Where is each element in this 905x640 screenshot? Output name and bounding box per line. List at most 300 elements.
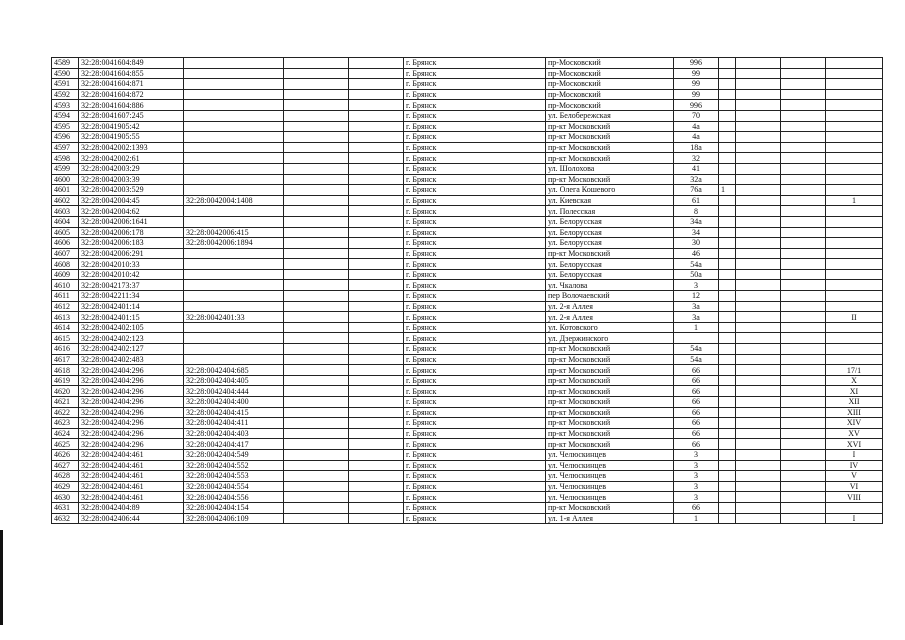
premises-number-cell [826, 259, 883, 270]
premises-number-cell [826, 142, 883, 153]
cadastral-number-cell: 32:28:0042003:529 [79, 185, 184, 196]
linked-cadastral-number-cell [184, 68, 284, 79]
extra-cell [719, 397, 736, 408]
linked-cadastral-number-cell [184, 185, 284, 196]
premises-number-cell: 17/1 [826, 365, 883, 376]
city-cell: г. Брянск [404, 407, 546, 418]
empty-cell [349, 58, 404, 69]
empty-cell [736, 513, 781, 524]
linked-cadastral-number-cell [184, 89, 284, 100]
linked-cadastral-number-cell [184, 174, 284, 185]
street-cell: ул. 1-я Аллея [546, 513, 674, 524]
table-row [52, 269, 883, 280]
cadastral-number-cell: 32:28:0042402:123 [79, 333, 184, 344]
row-number-cell: 4615 [52, 333, 79, 344]
cadastral-number-cell: 32:28:0041604:855 [79, 68, 184, 79]
city-cell: г. Брянск [404, 492, 546, 503]
empty-cell [284, 132, 349, 143]
street-cell: ул. 2-я Аллея [546, 312, 674, 323]
row-number-cell: 4625 [52, 439, 79, 450]
table-row [52, 100, 883, 111]
table-row [52, 312, 883, 323]
empty-cell [781, 439, 826, 450]
extra-cell [719, 301, 736, 312]
extra-cell [719, 100, 736, 111]
city-cell: г. Брянск [404, 502, 546, 513]
row-number-cell: 4599 [52, 163, 79, 174]
empty-cell [781, 153, 826, 164]
empty-cell [284, 58, 349, 69]
linked-cadastral-number-cell: 32:28:0042004:1408 [184, 195, 284, 206]
premises-number-cell [826, 322, 883, 333]
cadastral-number-cell: 32:28:0042003:39 [79, 174, 184, 185]
linked-cadastral-number-cell: 32:28:0042404:400 [184, 397, 284, 408]
row-number-cell: 4608 [52, 259, 79, 270]
empty-cell [781, 163, 826, 174]
linked-cadastral-number-cell: 32:28:0042404:444 [184, 386, 284, 397]
empty-cell [284, 100, 349, 111]
table-row [52, 365, 883, 376]
extra-cell [719, 428, 736, 439]
empty-cell [284, 259, 349, 270]
empty-cell [781, 110, 826, 121]
row-number-cell: 4601 [52, 185, 79, 196]
premises-number-cell [826, 238, 883, 249]
cadastral-number-cell: 32:28:0042404:296 [79, 439, 184, 450]
premises-number-cell: I [826, 513, 883, 524]
empty-cell [284, 206, 349, 217]
linked-cadastral-number-cell [184, 344, 284, 355]
street-cell: пр-кт Московский [546, 418, 674, 429]
table-row [52, 354, 883, 365]
linked-cadastral-number-cell [184, 163, 284, 174]
premises-number-cell [826, 174, 883, 185]
city-cell: г. Брянск [404, 269, 546, 280]
empty-cell [349, 269, 404, 280]
row-number-cell: 4616 [52, 344, 79, 355]
row-number-cell: 4630 [52, 492, 79, 503]
house-number-cell: 4а [674, 132, 719, 143]
linked-cadastral-number-cell [184, 269, 284, 280]
empty-cell [349, 460, 404, 471]
linked-cadastral-number-cell [184, 322, 284, 333]
empty-cell [736, 322, 781, 333]
empty-cell [349, 142, 404, 153]
cadastral-number-cell: 32:28:0042173:37 [79, 280, 184, 291]
cadastral-number-cell: 32:28:0042004:45 [79, 195, 184, 206]
table-row [52, 238, 883, 249]
premises-number-cell [826, 216, 883, 227]
street-cell: ул. Олега Кошевого [546, 185, 674, 196]
row-number-cell: 4629 [52, 481, 79, 492]
premises-number-cell: XI [826, 386, 883, 397]
street-cell: ул. Челюскинцев [546, 492, 674, 503]
empty-cell [781, 428, 826, 439]
premises-number-cell [826, 344, 883, 355]
street-cell: пр-Московский [546, 58, 674, 69]
empty-cell [781, 354, 826, 365]
cadastral-number-cell: 32:28:0042402:483 [79, 354, 184, 365]
house-number-cell: 996 [674, 100, 719, 111]
extra-cell [719, 312, 736, 323]
empty-cell [781, 248, 826, 259]
street-cell: ул. Челюскинцев [546, 481, 674, 492]
empty-cell [736, 492, 781, 503]
empty-cell [736, 185, 781, 196]
house-number-cell: 3а [674, 312, 719, 323]
empty-cell [781, 58, 826, 69]
premises-number-cell: IV [826, 460, 883, 471]
premises-number-cell [826, 280, 883, 291]
empty-cell [736, 259, 781, 270]
row-number-cell: 4621 [52, 397, 79, 408]
premises-number-cell [826, 227, 883, 238]
empty-cell [349, 68, 404, 79]
linked-cadastral-number-cell: 32:28:0042404:549 [184, 449, 284, 460]
extra-cell [719, 481, 736, 492]
extra-cell [719, 280, 736, 291]
premises-number-cell [826, 502, 883, 513]
house-number-cell: 66 [674, 397, 719, 408]
empty-cell [781, 449, 826, 460]
extra-cell [719, 68, 736, 79]
linked-cadastral-number-cell [184, 58, 284, 69]
empty-cell [736, 100, 781, 111]
street-cell: ул. Белобережская [546, 110, 674, 121]
table-row [52, 79, 883, 90]
empty-cell [284, 439, 349, 450]
empty-cell [736, 471, 781, 482]
empty-cell [736, 89, 781, 100]
empty-cell [781, 68, 826, 79]
house-number-cell: 66 [674, 418, 719, 429]
premises-number-cell [826, 248, 883, 259]
city-cell: г. Брянск [404, 418, 546, 429]
empty-cell [284, 227, 349, 238]
city-cell: г. Брянск [404, 89, 546, 100]
street-cell: пр-кт Московский [546, 397, 674, 408]
cadastral-number-cell: 32:28:0042404:461 [79, 481, 184, 492]
empty-cell [349, 492, 404, 503]
empty-cell [284, 110, 349, 121]
house-number-cell: 54а [674, 259, 719, 270]
table-row [52, 58, 883, 69]
premises-number-cell: VI [826, 481, 883, 492]
empty-cell [284, 153, 349, 164]
empty-cell [736, 365, 781, 376]
empty-cell [349, 312, 404, 323]
row-number-cell: 4605 [52, 227, 79, 238]
registry-table-body [52, 58, 883, 524]
cadastral-number-cell: 32:28:0042002:61 [79, 153, 184, 164]
house-number-cell: 1 [674, 322, 719, 333]
empty-cell [349, 365, 404, 376]
linked-cadastral-number-cell [184, 259, 284, 270]
house-number-cell: 66 [674, 407, 719, 418]
empty-cell [284, 238, 349, 249]
cadastral-number-cell: 32:28:0042010:33 [79, 259, 184, 270]
table-row [52, 132, 883, 143]
empty-cell [781, 259, 826, 270]
linked-cadastral-number-cell [184, 100, 284, 111]
house-number-cell: 34 [674, 227, 719, 238]
empty-cell [284, 397, 349, 408]
empty-cell [781, 502, 826, 513]
extra-cell [719, 407, 736, 418]
cadastral-number-cell: 32:28:0042401:15 [79, 312, 184, 323]
linked-cadastral-number-cell [184, 121, 284, 132]
extra-cell [719, 513, 736, 524]
empty-cell [284, 407, 349, 418]
house-number-cell: 99 [674, 89, 719, 100]
empty-cell [781, 344, 826, 355]
empty-cell [736, 153, 781, 164]
empty-cell [349, 79, 404, 90]
registry-table [51, 57, 883, 524]
empty-cell [781, 418, 826, 429]
empty-cell [736, 418, 781, 429]
street-cell: пр-кт Московский [546, 365, 674, 376]
extra-cell [719, 153, 736, 164]
house-number-cell: 76а [674, 185, 719, 196]
empty-cell [284, 513, 349, 524]
linked-cadastral-number-cell [184, 248, 284, 259]
empty-cell [349, 449, 404, 460]
city-cell: г. Брянск [404, 449, 546, 460]
street-cell: ул. Котовского [546, 322, 674, 333]
empty-cell [284, 354, 349, 365]
city-cell: г. Брянск [404, 365, 546, 376]
street-cell: пр-кт Московский [546, 344, 674, 355]
cadastral-number-cell: 32:28:0042404:461 [79, 471, 184, 482]
cadastral-number-cell: 32:28:0041604:871 [79, 79, 184, 90]
empty-cell [736, 407, 781, 418]
row-number-cell: 4591 [52, 79, 79, 90]
table-row [52, 195, 883, 206]
empty-cell [284, 386, 349, 397]
linked-cadastral-number-cell [184, 280, 284, 291]
premises-number-cell [826, 301, 883, 312]
empty-cell [349, 301, 404, 312]
linked-cadastral-number-cell: 32:28:0042404:556 [184, 492, 284, 503]
linked-cadastral-number-cell: 32:28:0042404:403 [184, 428, 284, 439]
premises-number-cell: X [826, 375, 883, 386]
row-number-cell: 4623 [52, 418, 79, 429]
city-cell: г. Брянск [404, 238, 546, 249]
table-row [52, 216, 883, 227]
extra-cell [719, 163, 736, 174]
empty-cell [284, 291, 349, 302]
premises-number-cell: II [826, 312, 883, 323]
cadastral-number-cell: 32:28:0042211:34 [79, 291, 184, 302]
premises-number-cell: XV [826, 428, 883, 439]
city-cell: г. Брянск [404, 428, 546, 439]
empty-cell [736, 312, 781, 323]
table-row [52, 163, 883, 174]
street-cell: ул. 2-я Аллея [546, 301, 674, 312]
city-cell: г. Брянск [404, 206, 546, 217]
street-cell: ул. Шолохова [546, 163, 674, 174]
table-row [52, 513, 883, 524]
row-number-cell: 4614 [52, 322, 79, 333]
cadastral-number-cell: 32:28:0042006:1641 [79, 216, 184, 227]
city-cell: г. Брянск [404, 439, 546, 450]
empty-cell [736, 68, 781, 79]
premises-number-cell: XIV [826, 418, 883, 429]
table-row [52, 386, 883, 397]
empty-cell [736, 79, 781, 90]
empty-cell [736, 227, 781, 238]
extra-cell [719, 344, 736, 355]
premises-number-cell [826, 206, 883, 217]
city-cell: г. Брянск [404, 110, 546, 121]
city-cell: г. Брянск [404, 460, 546, 471]
premises-number-cell: V [826, 471, 883, 482]
empty-cell [781, 312, 826, 323]
linked-cadastral-number-cell: 32:28:0042404:411 [184, 418, 284, 429]
linked-cadastral-number-cell: 32:28:0042404:552 [184, 460, 284, 471]
city-cell: г. Брянск [404, 195, 546, 206]
empty-cell [349, 397, 404, 408]
city-cell: г. Брянск [404, 375, 546, 386]
empty-cell [736, 397, 781, 408]
empty-cell [781, 481, 826, 492]
house-number-cell: 30 [674, 238, 719, 249]
cadastral-number-cell: 32:28:0041604:849 [79, 58, 184, 69]
table-row [52, 449, 883, 460]
empty-cell [781, 333, 826, 344]
table-row [52, 333, 883, 344]
empty-cell [284, 142, 349, 153]
street-cell: ул. Челюскинцев [546, 471, 674, 482]
premises-number-cell [826, 153, 883, 164]
empty-cell [349, 227, 404, 238]
empty-cell [781, 174, 826, 185]
cadastral-number-cell: 32:28:0042404:296 [79, 418, 184, 429]
empty-cell [284, 481, 349, 492]
table-row [52, 397, 883, 408]
empty-cell [349, 163, 404, 174]
table-row [52, 492, 883, 503]
extra-cell [719, 375, 736, 386]
extra-cell [719, 333, 736, 344]
city-cell: г. Брянск [404, 174, 546, 185]
house-number-cell: 18а [674, 142, 719, 153]
house-number-cell: 66 [674, 502, 719, 513]
city-cell: г. Брянск [404, 471, 546, 482]
empty-cell [284, 68, 349, 79]
city-cell: г. Брянск [404, 227, 546, 238]
cadastral-number-cell: 32:28:0042404:296 [79, 365, 184, 376]
extra-cell [719, 79, 736, 90]
empty-cell [781, 365, 826, 376]
empty-cell [781, 238, 826, 249]
empty-cell [349, 121, 404, 132]
extra-cell [719, 439, 736, 450]
house-number-cell: 34а [674, 216, 719, 227]
row-number-cell: 4598 [52, 153, 79, 164]
empty-cell [736, 333, 781, 344]
cadastral-number-cell: 32:28:0042006:183 [79, 238, 184, 249]
cadastral-number-cell: 32:28:0042404:461 [79, 449, 184, 460]
row-number-cell: 4624 [52, 428, 79, 439]
table-row [52, 439, 883, 450]
cadastral-number-cell: 32:28:0042404:461 [79, 460, 184, 471]
row-number-cell: 4627 [52, 460, 79, 471]
empty-cell [349, 89, 404, 100]
extra-cell [719, 206, 736, 217]
house-number-cell: 3 [674, 449, 719, 460]
empty-cell [736, 142, 781, 153]
row-number-cell: 4620 [52, 386, 79, 397]
table-row [52, 89, 883, 100]
empty-cell [349, 238, 404, 249]
extra-cell: 1 [719, 185, 736, 196]
house-number-cell: 41 [674, 163, 719, 174]
empty-cell [284, 449, 349, 460]
table-row [52, 68, 883, 79]
cadastral-number-cell: 32:28:0041604:886 [79, 100, 184, 111]
premises-number-cell [826, 132, 883, 143]
row-number-cell: 4607 [52, 248, 79, 259]
empty-cell [736, 269, 781, 280]
table-row [52, 460, 883, 471]
extra-cell [719, 492, 736, 503]
street-cell: пр-кт Московский [546, 153, 674, 164]
city-cell: г. Брянск [404, 322, 546, 333]
city-cell: г. Брянск [404, 100, 546, 111]
linked-cadastral-number-cell: 32:28:0042404:553 [184, 471, 284, 482]
empty-cell [736, 238, 781, 249]
empty-cell [736, 386, 781, 397]
city-cell: г. Брянск [404, 386, 546, 397]
street-cell: пр-кт Московский [546, 439, 674, 450]
empty-cell [349, 259, 404, 270]
premises-number-cell [826, 354, 883, 365]
street-cell: пр-кт Московский [546, 502, 674, 513]
empty-cell [284, 280, 349, 291]
city-cell: г. Брянск [404, 79, 546, 90]
extra-cell [719, 89, 736, 100]
empty-cell [284, 248, 349, 259]
premises-number-cell [826, 89, 883, 100]
street-cell: ул. Белорусская [546, 238, 674, 249]
empty-cell [349, 195, 404, 206]
row-number-cell: 4610 [52, 280, 79, 291]
empty-cell [349, 407, 404, 418]
city-cell: г. Брянск [404, 301, 546, 312]
extra-cell [719, 142, 736, 153]
linked-cadastral-number-cell [184, 301, 284, 312]
row-number-cell: 4590 [52, 68, 79, 79]
city-cell: г. Брянск [404, 354, 546, 365]
table-row [52, 407, 883, 418]
house-number-cell: 3 [674, 280, 719, 291]
empty-cell [284, 301, 349, 312]
extra-cell [719, 322, 736, 333]
empty-cell [284, 216, 349, 227]
empty-cell [284, 365, 349, 376]
row-number-cell: 4595 [52, 121, 79, 132]
premises-number-cell [826, 68, 883, 79]
city-cell: г. Брянск [404, 481, 546, 492]
house-number-cell: 8 [674, 206, 719, 217]
street-cell: ул. Чкалова [546, 280, 674, 291]
empty-cell [736, 460, 781, 471]
empty-cell [349, 471, 404, 482]
linked-cadastral-number-cell [184, 132, 284, 143]
empty-cell [736, 206, 781, 217]
